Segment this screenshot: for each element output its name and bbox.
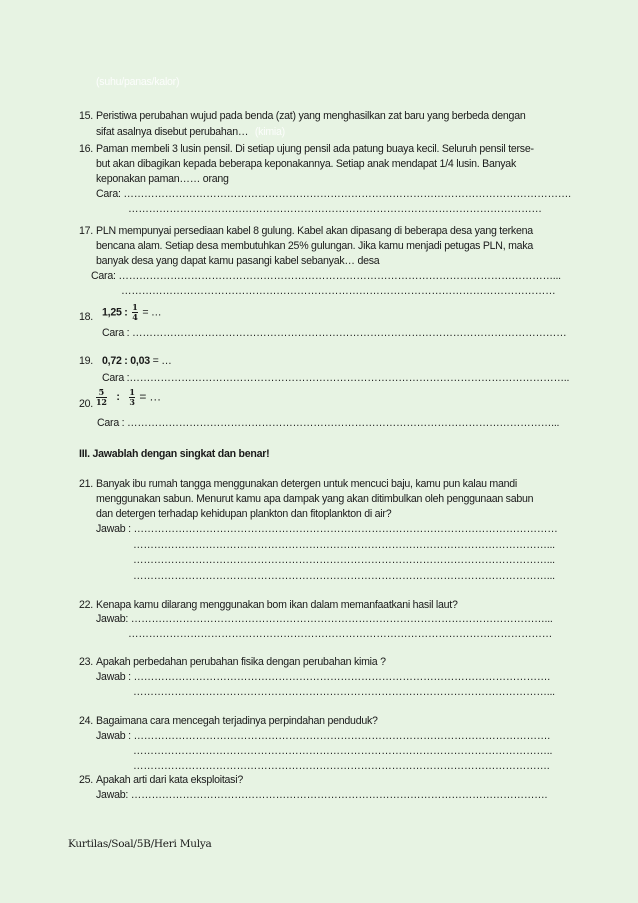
q22-jawab: Jawab: …………………………………………………………………………………………………………...	[96, 613, 553, 625]
section-heading: III. Jawablah dengan singkat dan benar!	[79, 448, 270, 460]
q20-fraction-1-denominator: 12	[96, 397, 107, 407]
q17-answer-line: ………………………………………………………………………………………………………………	[121, 285, 556, 297]
q21-answer-line-1: …………………………………………………………………………………………………………...	[133, 539, 555, 551]
q17-text-line1: PLN mempunyai persediaan kabel 8 gulung. Kabel akan dipasang di beberapa desa yang terkena	[96, 225, 533, 237]
q25-text: Apakah arti dari kata eksploitasi?	[96, 774, 243, 786]
q19-number: 19.	[79, 355, 93, 367]
q24-text: Bagaimana cara mencegah terjadinya perpindahan penduduk?	[96, 715, 378, 727]
q21-number: 21.	[79, 478, 93, 490]
q18-fraction-numerator: 1	[132, 302, 138, 312]
q24-answer-line-1: …………………………………………………………………………………………………………..	[133, 745, 553, 757]
q15-text: sifat asalnya disebut perubahan…	[96, 126, 249, 138]
q24-answer-line-2: ………………………………………………………………………………………………………….	[133, 760, 550, 772]
q22-answer-line-1: ……………………………………………………………………………………………………………	[128, 628, 553, 640]
q24-number: 24.	[79, 715, 93, 727]
q16-answer-line: …………………………………………………………………………………………………………	[128, 203, 542, 215]
q16-number: 16.	[79, 143, 93, 155]
q20-operator: :	[116, 391, 120, 404]
q21-jawab: Jawab : ……………………………………………………………………………………………………………	[96, 523, 558, 535]
q21-answer-line-3: …………………………………………………………………………………………………………...	[133, 570, 555, 582]
q15-number: 15.	[79, 110, 93, 122]
q18-fraction-denominator: 4	[132, 312, 138, 322]
q19-cara: Cara :………………………………………………………………………………………………………………..	[102, 372, 570, 384]
q25-number: 25.	[79, 774, 93, 786]
q20-cara: Cara : ……………………………………………………………………………………………………………...	[97, 417, 560, 429]
q21-text-line1: Banyak ibu rumah tangga menggunakan detergen untuk mencuci baju, kamu pun kalau mandi	[96, 478, 518, 490]
q15-text-line1: Peristiwa perubahan wujud pada benda (zat) yang menghasilkan zat baru yang berbeda dengan	[96, 110, 526, 122]
q23-number: 23.	[79, 656, 93, 668]
q20-number: 20.	[79, 398, 93, 410]
q21-text-line2: menggunakan sabun. Menurut kamu apa dampak yang akan ditimbulkan oleh penggunaan sabun	[96, 493, 534, 505]
q21-text-line3: dan detergen terhadap kehidupan plankton dan fitoplankton di air?	[96, 508, 392, 520]
q20-fraction-2-numerator: 1	[129, 387, 135, 397]
q16-text-line1: Paman membeli 3 lusin pensil. Di setiap ujung pensil ada patung buaya kecil. Seluruh pensil terse-	[96, 143, 534, 155]
q20-expression	[94, 388, 161, 407]
q16-text-line3: keponakan paman…… orang	[96, 173, 229, 185]
q17-text-line3: banyak desa yang dapat kamu pasangi kabel sebanyak… desa	[96, 255, 380, 267]
q16-text-line2: but akan dibagikan kepada beberapa keponakannya. Setiap anak mendapat 1/4 lusin. Banyak	[96, 158, 516, 170]
q25-jawab: Jawab: ………………………………………………………………………………………………………….	[96, 789, 548, 801]
q17-text-line2: bencana alam. Setiap desa membutuhkan 25% gulungan. Jika kamu menjadi petugas PLN, maka	[96, 240, 534, 252]
previous-answer-hint: (suhu/panas/kalor)	[96, 76, 180, 88]
q24-jawab: Jawab : ………………………………………………………………………………………………………….	[96, 730, 550, 742]
q23-jawab: Jawab : ………………………………………………………………………………………………………….	[96, 671, 550, 683]
q20-fraction-1-numerator: 5	[98, 387, 104, 397]
q18-fraction	[132, 303, 137, 322]
q22-text: Kenapa kamu dilarang menggunakan bom ikan dalam memanfaatkani hasil laut?	[96, 599, 458, 611]
q20-fraction-2	[129, 388, 134, 407]
q23-text: Apakah perbedahan perubahan fisika dengan perubahan kimia ?	[96, 656, 386, 668]
q17-number: 17.	[79, 225, 93, 237]
q20-fraction-1	[96, 388, 107, 407]
page-footer: Kurtilas/Soal/5B/Heri Mulya	[68, 838, 212, 850]
q15-text-line2	[96, 126, 285, 138]
q16-cara: Cara: ………………………………………………………………………………………………………………….	[96, 188, 571, 200]
q15-hint: (kimia)	[254, 126, 285, 138]
q21-answer-line-2: …………………………………………………………………………………………………………...	[133, 554, 555, 566]
q22-number: 22.	[79, 599, 93, 611]
q19-expr: 0,72 : 0,03	[102, 355, 150, 367]
q18-expression	[102, 303, 161, 322]
q18-number: 18.	[79, 311, 93, 323]
q19-expression	[102, 355, 172, 367]
q18-tail: = …	[142, 306, 162, 319]
q23-answer-line-1: …………………………………………………………………………………………………………...	[133, 686, 555, 698]
q17-cara: Cara: ………………………………………………………………………………………………………………...	[91, 270, 561, 282]
q20-fraction-2-denominator: 3	[129, 397, 135, 407]
q18-cara: Cara : ………………………………………………………………………………………………………………	[102, 327, 567, 339]
q19-tail: = …	[152, 355, 172, 367]
q20-tail: = …	[139, 389, 161, 404]
q18-expr: 1,25 :	[102, 306, 128, 319]
